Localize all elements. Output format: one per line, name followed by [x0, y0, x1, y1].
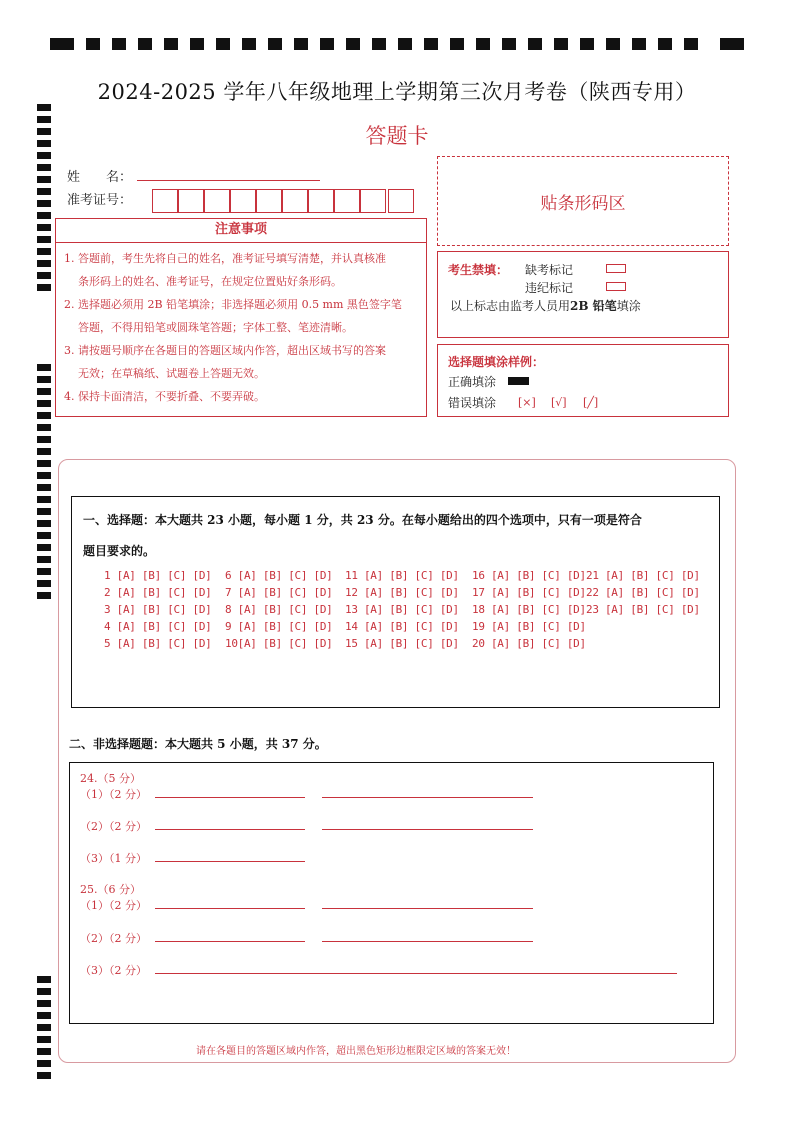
footer-warning: 请在各题目的答题区域内作答，超出黑色矩形边框限定区域的答案无效！	[196, 1046, 516, 1057]
wrong-fill-mark: [×]	[518, 396, 536, 409]
name-input-line[interactable]	[137, 180, 320, 181]
choice-row[interactable]: 4 [A] [B] [C] [D]	[104, 620, 212, 633]
answer-line[interactable]	[155, 829, 305, 830]
multiple-choice-section	[71, 496, 720, 708]
answer-line[interactable]	[322, 797, 533, 798]
forbidden-note: 以上标志由监考人员用2B 铅笔填涂	[450, 299, 641, 313]
choice-row[interactable]: 7 [A] [B] [C] [D]	[225, 586, 333, 599]
choice-row[interactable]: 3 [A] [B] [C] [D]	[104, 603, 212, 616]
correct-fill-mark	[508, 377, 529, 385]
non-choice-answer-box	[69, 762, 714, 1024]
answer-line[interactable]	[155, 797, 305, 798]
choice-row[interactable]: 21 [A] [B] [C] [D]	[586, 569, 700, 582]
absent-mark-label: 缺考标记	[525, 263, 574, 277]
notice-item: 3. 请按题号顺序在各题目的答题区域内作答，超出区域书写的答案 无效；在草稿纸、试题卷上答题无效。	[64, 344, 386, 380]
choice-row[interactable]: 15 [A] [B] [C] [D]	[345, 637, 459, 650]
answer-line[interactable]	[322, 829, 533, 830]
choice-row[interactable]: 23 [A] [B] [C] [D]	[586, 603, 700, 616]
q25-part-label: （3）（2 分）	[80, 964, 147, 977]
absent-mark-box[interactable]	[606, 264, 626, 273]
choice-row[interactable]: 18 [A] [B] [C] [D]	[472, 603, 586, 616]
answer-line[interactable]	[322, 908, 533, 909]
answer-line[interactable]	[155, 973, 677, 974]
wrong-fill-label: 错误填涂	[448, 396, 497, 410]
name-label: 姓 名：	[67, 170, 133, 185]
q25-part-label: （1）（2 分）	[80, 899, 147, 912]
barcode-area	[437, 156, 729, 246]
fill-sample-box	[437, 344, 729, 417]
notice-item: 4. 保持卡面清洁，不要折叠、不要弄破。	[64, 390, 265, 403]
q24-part-label: （2）（2 分）	[80, 820, 147, 833]
notice-title: 注意事项	[56, 219, 426, 243]
barcode-label: 贴条形码区	[540, 193, 626, 214]
choice-row[interactable]: 22 [A] [B] [C] [D]	[586, 586, 700, 599]
q25-title: 25.（6 分）	[80, 883, 141, 896]
choice-row[interactable]: 17 [A] [B] [C] [D]	[472, 586, 586, 599]
choice-row[interactable]: 16 [A] [B] [C] [D]	[472, 569, 586, 582]
choice-row[interactable]: 13 [A] [B] [C] [D]	[345, 603, 459, 616]
exam-title: 2024-2025 学年八年级地理上学期第三次月考卷（陕西专用）	[97, 80, 697, 104]
choice-row[interactable]: 20 [A] [B] [C] [D]	[472, 637, 586, 650]
choice-row[interactable]: 19 [A] [B] [C] [D]	[472, 620, 586, 633]
notice-box	[55, 218, 427, 417]
notice-item: 1. 答题前，考生先将自己的姓名，准考证号填写清楚，并认真核准 条形码上的姓名、准考证号，在规定位置贴好条形码。	[64, 252, 386, 288]
answer-line[interactable]	[155, 908, 305, 909]
choice-row[interactable]: 5 [A] [B] [C] [D]	[104, 637, 212, 650]
choice-row[interactable]: 10[A] [B] [C] [D]	[225, 637, 333, 650]
top-timing-marks	[50, 38, 745, 52]
choice-row[interactable]: 11 [A] [B] [C] [D]	[345, 569, 459, 582]
q24-part-label: （1）（2 分）	[80, 788, 147, 801]
choice-row[interactable]: 2 [A] [B] [C] [D]	[104, 586, 212, 599]
answer-line[interactable]	[155, 941, 305, 942]
answer-sheet-subtitle: 答题卡	[365, 124, 429, 148]
choice-row[interactable]: 14 [A] [B] [C] [D]	[345, 620, 459, 633]
q24-title: 24.（5 分）	[80, 772, 141, 785]
choice-row[interactable]: 1 [A] [B] [C] [D]	[104, 569, 212, 582]
correct-fill-label: 正确填涂	[448, 375, 497, 389]
forbidden-title: 考生禁填：	[448, 263, 509, 277]
choice-row[interactable]: 9 [A] [B] [C] [D]	[225, 620, 333, 633]
q25-part-label: （2）（2 分）	[80, 932, 147, 945]
choice-row[interactable]: 12 [A] [B] [C] [D]	[345, 586, 459, 599]
proctor-marks-box	[437, 251, 729, 338]
choice-row[interactable]: 8 [A] [B] [C] [D]	[225, 603, 333, 616]
q24-part-label: （3）（1 分）	[80, 852, 147, 865]
notice-item: 2. 选择题必须用 2B 铅笔填涂；非选择题必须用 0.5 mm 黑色签字笔 答题，不得用铅笔或圆珠笔答题；字体工整、笔迹清晰。	[64, 298, 402, 334]
wrong-fill-mark: [╱]	[583, 396, 599, 409]
choice-row[interactable]: 6 [A] [B] [C] [D]	[225, 569, 333, 582]
violation-mark-box[interactable]	[606, 282, 626, 291]
answer-line[interactable]	[322, 941, 533, 942]
sample-title: 选择题填涂样例：	[448, 355, 545, 369]
section2-heading: 二、非选择题题：本大题共 5 小题，共 37 分。	[69, 737, 327, 751]
section1-heading-cont: 题目要求的。	[83, 544, 156, 558]
wrong-fill-mark: [√]	[551, 396, 567, 409]
exam-id-label: 准考证号：	[67, 193, 133, 208]
violation-mark-label: 违纪标记	[525, 281, 574, 295]
answer-line[interactable]	[155, 861, 305, 862]
section1-heading: 一、选择题：本大题共 23 小题，每小题 1 分，共 23 分。在每小题给出的四个选项中，只有一项是符合	[83, 513, 642, 527]
